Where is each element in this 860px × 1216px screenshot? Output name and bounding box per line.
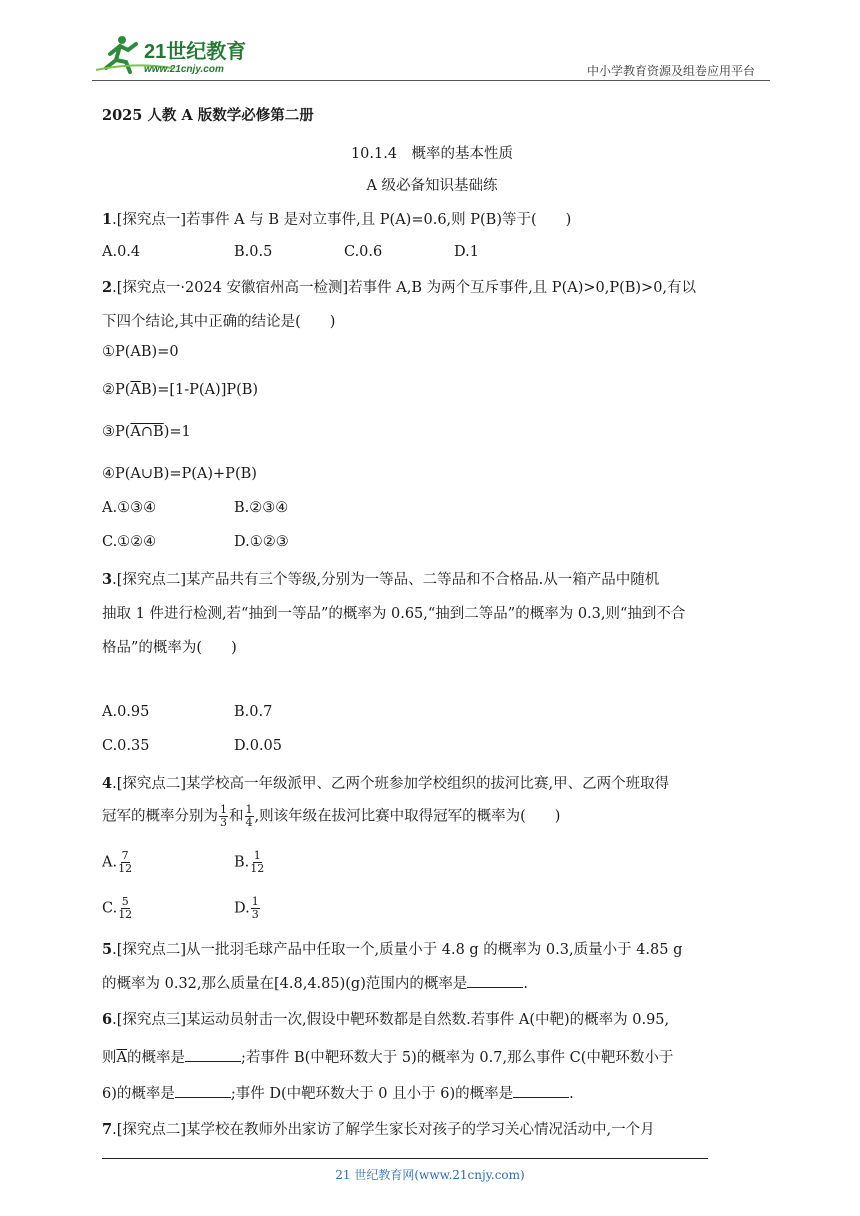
q2-statement-3: ③P(A∩B)=1 [102,424,191,440]
question-7: 7.[探究点二]某学校在教师外出家访了解学生家长对孩子的学习关心情况活动中,一个月 [102,1121,655,1138]
q4-option-a: A. $\frac{7}{12}$ [102,849,133,875]
question-4-line2: 冠军的概率分别为 $\frac{1}{3}$ 和 $\frac{1}{4}$ ,则该年级在拔河比赛中取得冠军的概率为( ) [102,803,561,829]
q1-option-d: D.1 [454,244,479,260]
svg-text:21世纪教育: 21世纪教育 [144,41,247,63]
question-6-line2: 则$\overline{A}$的概率是 ;若事件 B(中靶环数大于 5)的概率为 0.7,那么事件 C(中靶环数小于 [102,1046,673,1067]
question-1: 1.[探究点一]若事件 A 与 B 是对立事件,且 P(A)=0.6,则 P(B)等于( ) [102,211,572,228]
q2-option-b: B.②③④ [234,500,289,516]
platform-tagline: 中小学教育资源及组卷应用平台 [586,64,755,78]
answer-blank[interactable] [175,1083,231,1098]
book-title: 2025 人教 A 版数学必修第二册 [102,107,314,124]
question-5-line2: 的概率为 0.32,那么质量在[4.8,4.85)(g)范围内的概率是 . [102,972,528,993]
svg-text:www.21cnjy.com: www.21cnjy.com [144,64,224,75]
footer-divider [102,1158,708,1159]
answer-blank[interactable] [467,973,523,988]
question-4: 4.[探究点二]某学校高一年级派甲、乙两个班参加学校组织的拔河比赛,甲、乙两个班取得 [102,775,670,792]
question-3: 3.[探究点二]某产品共有三个等级,分别为一等品、二等品和不合格品.从一箱产品中随机 [102,571,660,588]
q2-statement-1: ①P(AB)=0 [102,344,179,360]
q2-option-c: C.①②④ [102,534,157,550]
question-3-line2: 抽取 1 件进行检测,若“抽到一等品”的概率为 0.65,“抽到二等品”的概率为 0.3,则“抽到不合 [102,606,686,622]
q4-option-d: D. $\frac{1}{3}$ [234,895,259,921]
q2-statement-4: ④P(A∪B)=P(A)+P(B) [102,466,257,482]
q4-option-c: C. $\frac{5}{12}$ [102,895,133,921]
footer-link[interactable]: 21 世纪教育网(www.21cnjy.com) [335,1168,525,1182]
runner-logo-icon [92,32,272,76]
q4-option-b: B. $\frac{1}{12}$ [234,849,265,875]
page-header [0,0,860,84]
q2-option-d: D.①②③ [234,534,289,550]
level-title: A 级必备知识基础练 [366,178,498,194]
q1-option-a: A.0.4 [102,244,141,260]
question-2: 2.[探究点一·2024 安徽宿州高一检测]若事件 A,B 为两个互斥事件,且 P(A)>0,P(B)>0,有以 [102,279,697,296]
q2-option-a: A.①③④ [102,500,157,516]
q1-option-b: B.0.5 [234,244,273,260]
site-logo[interactable] [92,32,272,76]
header-divider [92,80,770,81]
section-title: 10.1.4 概率的基本性质 [350,146,514,162]
question-6: 6.[探究点三]某运动员射击一次,假设中靶环数都是自然数.若事件 A(中靶)的概率为 0.95, [102,1011,670,1028]
q3-option-a: A.0.95 [102,704,150,720]
q3-option-b: B.0.7 [234,704,273,720]
q3-option-d: D.0.05 [234,738,283,754]
question-3-line3: 格品”的概率为( ) [102,640,237,656]
answer-blank[interactable] [185,1047,241,1062]
question-6-line3: 6)的概率是 ;事件 D(中靶环数大于 0 且小于 6)的概率是 . [102,1082,574,1103]
question-5: 5.[探究点二]从一批羽毛球产品中任取一个,质量小于 4.8 g 的概率为 0.3,质量小于 4.85 g [102,941,683,958]
fraction: $\frac{1}{3}$ [220,803,227,829]
q2-statement-2: $②P(\overline{A}B)=[1-P(A)]P(B)$ [102,382,259,398]
question-2-line2: 下四个结论,其中正确的结论是( ) [102,314,336,330]
q1-option-c: C.0.6 [344,244,383,260]
q3-option-c: C.0.35 [102,738,150,754]
fraction: $\frac{1}{4}$ [245,803,253,829]
answer-blank[interactable] [513,1083,569,1098]
